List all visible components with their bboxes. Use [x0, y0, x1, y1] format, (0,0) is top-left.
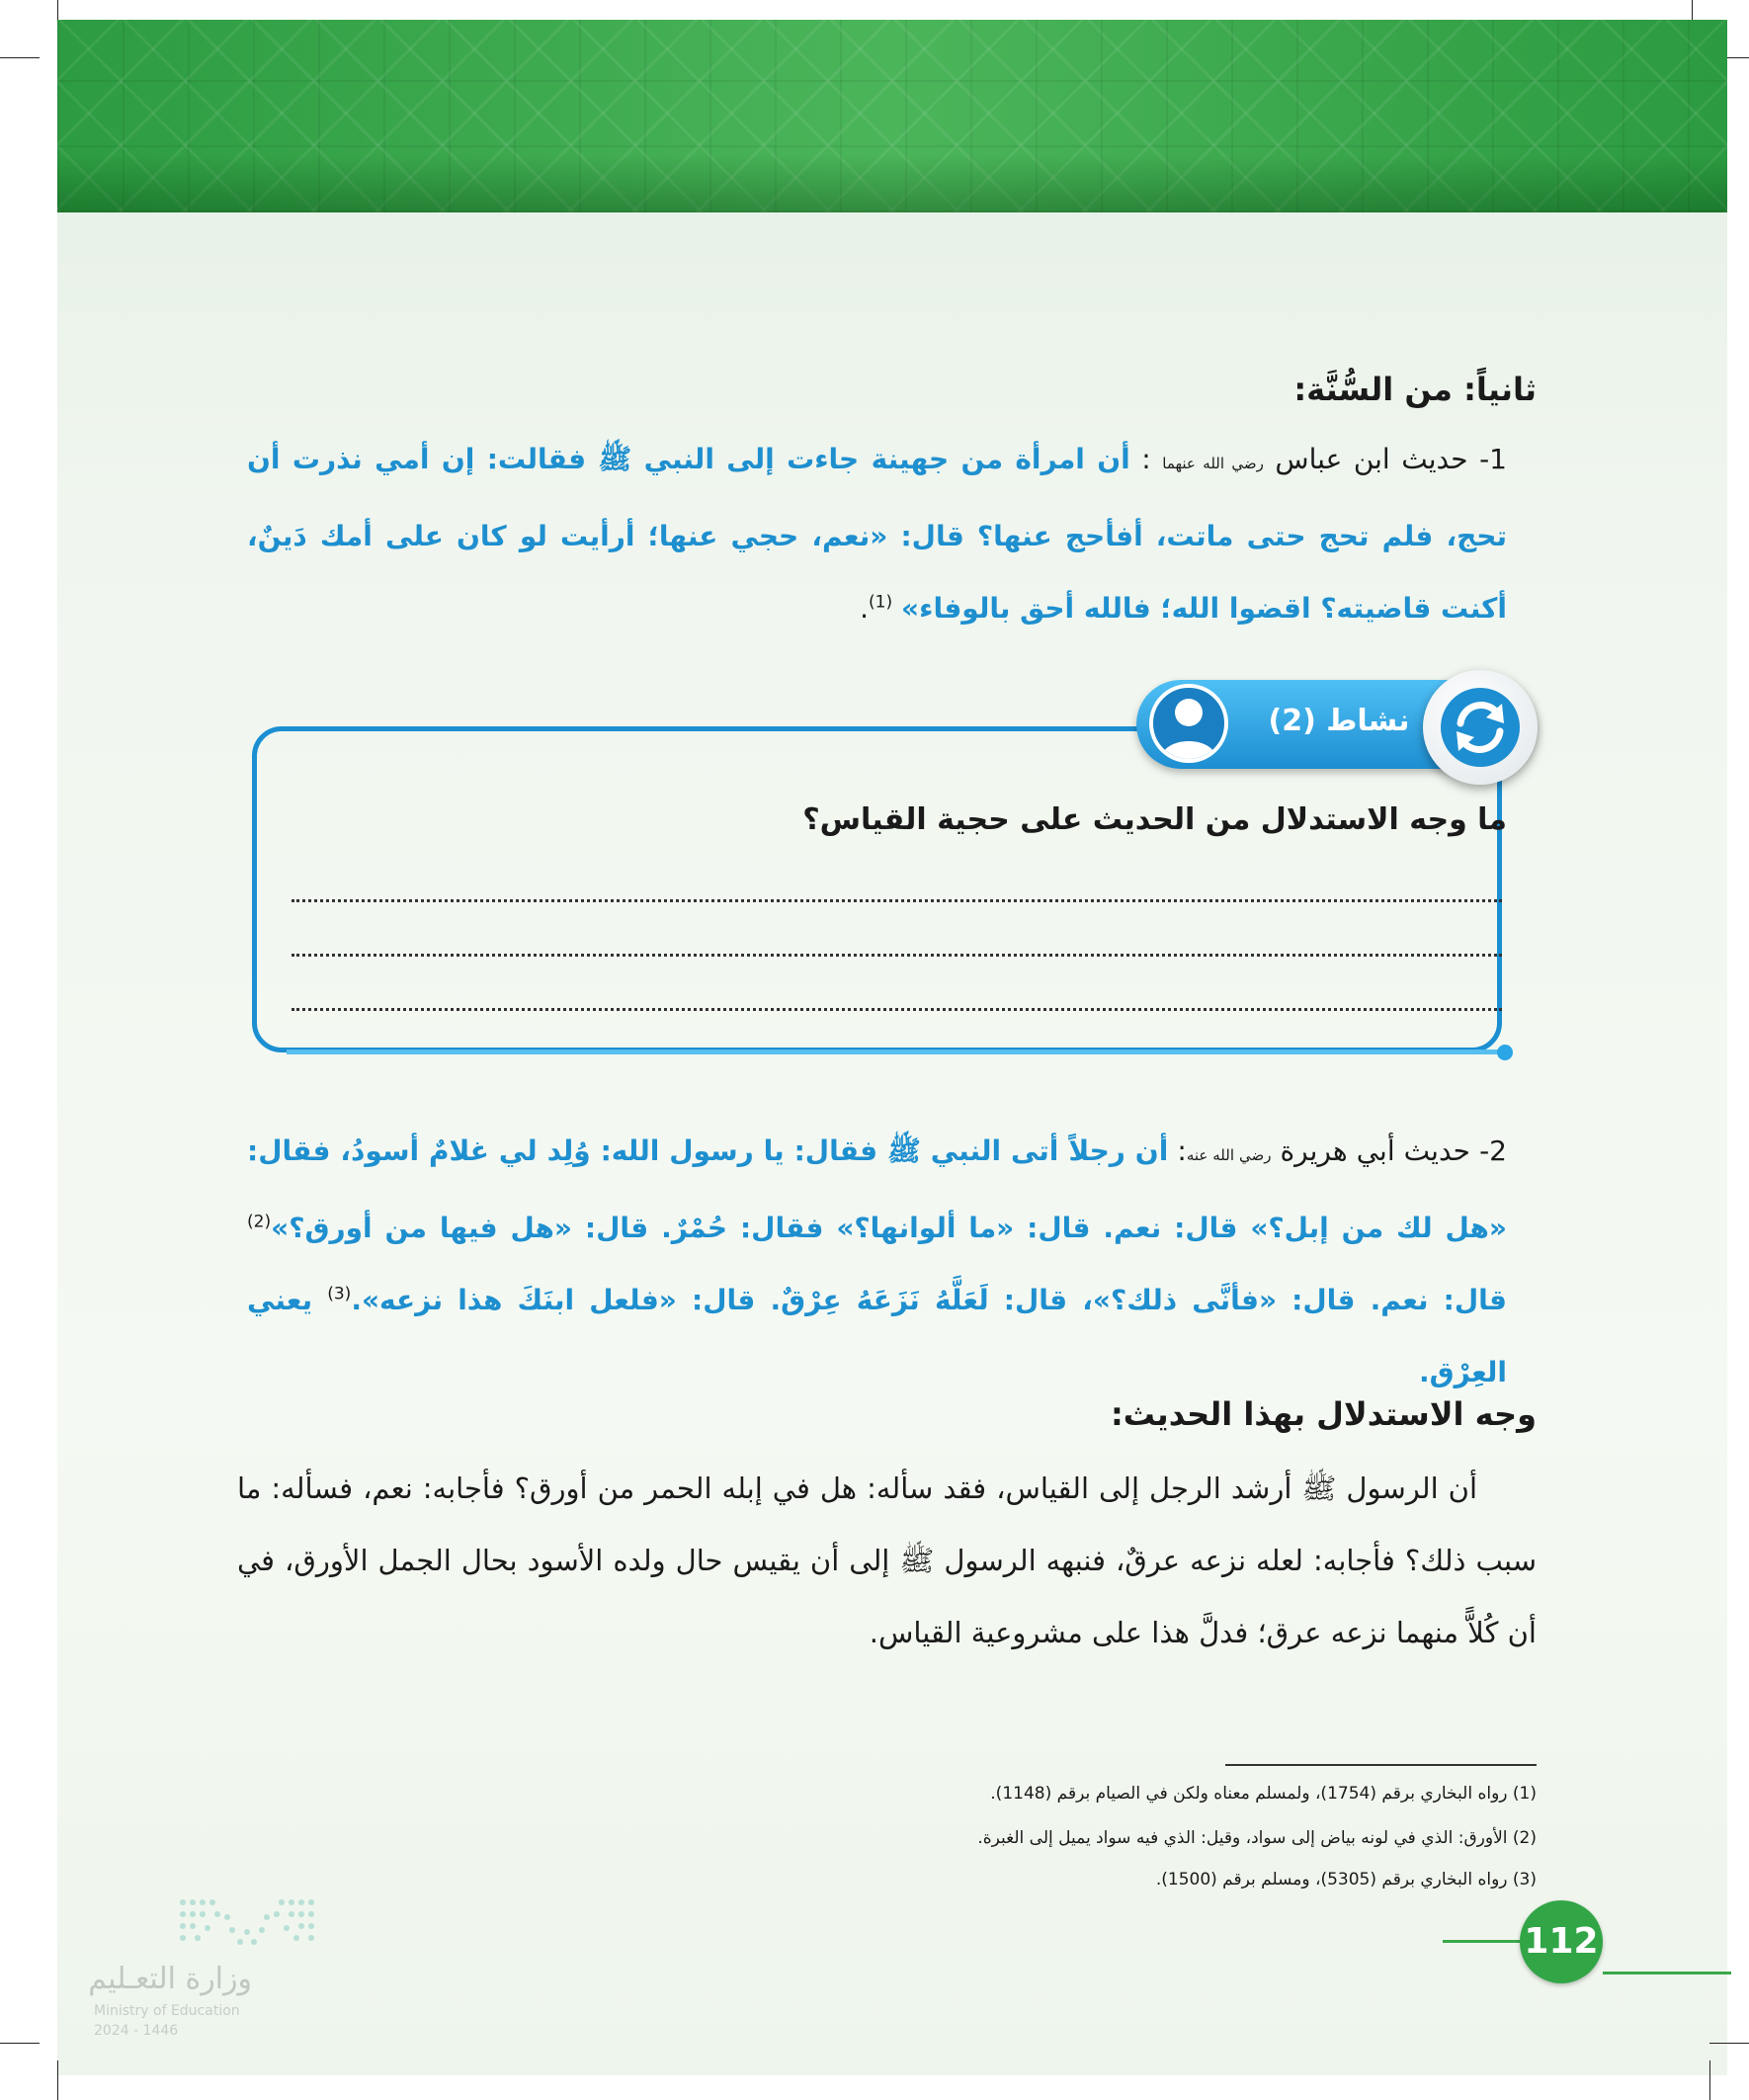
- footnote-1: (1) رواه البخاري برقم (1754)، ولمسلم معناه ولكن في الصيام برقم (1148).: [990, 1784, 1537, 1804]
- hadith-1-paragraph: 1- حديث ابن عباس رضي الله عنهما : أن امرأة من جهينة جاءت إلى النبي ﷺ فقالت: إن أمي نذرت أن تحج، فلم تحج حتى ماتت، أفأحج عنها؟ قال: «نعم، حجي عنها؛ أرأيت لو كان على أمك دَينٌ، أكنت قاضيته؟ اقضوا الله؛ فالله أحق بالوفاء» $^{(1)}$.: [247, 443, 1507, 625]
- hadith-2-paragraph: 2- حديث أبي هريرة رضي الله عنه: أن رجلاً أتى النبي ﷺ فقال: يا رسول الله: وُلِد لي غلامٌ أسودُ، فقال: «هل لك من إبل؟» قال: نعم. قال: «ما ألوانها؟» فقال: حُمْرٌ. قال: «هل فيها من أورق؟»$^{(2)}$ قال: نعم. قال: «فأنَّى ذلك؟»، قال: لَعَلَّهُ نَزَعَهُ عِرْقٌ. قال: «فلعل ابنَكَ هذا نزعه».$^{(3)}$ يعني العِرْق.: [247, 1134, 1508, 1388]
- crop-mark: [57, 2060, 58, 2100]
- hadith-2-text-1: أن رجلاً أتى النبي ﷺ فقال: يا رسول الله: وُلِد لي غلامٌ أسودُ، فقال: «هل لك من إبل؟» قال: نعم. قال: «ما ألوانها؟» فقال: حُمْرٌ. قال: «هل فيها من أورق؟»: [247, 1134, 1507, 1244]
- hadith-1-number: 1-: [1479, 443, 1507, 475]
- edition-year: 2024 - 1446: [94, 2023, 179, 2039]
- footnote-ref-2: (2): [247, 1212, 272, 1232]
- answer-line-3[interactable]: [292, 1008, 1502, 1011]
- activity-box: [252, 726, 1502, 1052]
- honorific-1: رضي الله عنهما: [1162, 455, 1264, 472]
- logo-dots-icon: [173, 1892, 321, 1952]
- footnote-rule: [1225, 1764, 1537, 1766]
- activity-bottom-line: [287, 1050, 1507, 1054]
- crop-mark: [1709, 2060, 1710, 2100]
- hadith-2-intro: حديث أبي هريرة: [1271, 1134, 1470, 1167]
- user-icon: [1149, 684, 1228, 763]
- hadith-1-intro: حديث ابن عباس: [1263, 443, 1468, 475]
- inference-heading: وجه الاستدلال بهذا الحديث:: [1111, 1395, 1537, 1433]
- activity-question: ما وجه الاستدلال من الحديث على حجية القياس؟: [802, 802, 1507, 837]
- footnote-ref-3: (3): [327, 1284, 352, 1304]
- hadith-2-text-2: قال: نعم. قال: «فأنَّى ذلك؟»، قال: لَعَلَّهُ نَزَعَهُ عِرْقٌ. قال: «فلعل ابنَكَ هذا نزعه».: [351, 1284, 1508, 1316]
- hadith-1-text: أن امرأة من جهينة جاءت إلى النبي ﷺ فقالت: إن أمي نذرت أن تحج، فلم تحج حتى ماتت، أفأحج عنها؟ قال: «نعم، حجي عنها؛ أرأيت لو كان على أمك دَينٌ، أكنت قاضيته؟ اقضوا الله؛ فالله أحق بالوفاء»: [247, 443, 1507, 625]
- page-number: 112: [1520, 1900, 1603, 1983]
- honorific-2: رضي الله عنه: [1186, 1146, 1272, 1164]
- answer-line-1[interactable]: [292, 899, 1502, 902]
- page-number-line: [1603, 1972, 1731, 1974]
- footnote-ref-1: (1): [869, 592, 893, 613]
- refresh-icon: [1423, 670, 1538, 785]
- inference-paragraph: أن الرسول ﷺ أرشد الرجل إلى القياس، فقد سأله: هل في إبله الحمر من أورق؟ فأجابه: نعم، فسأله: ما سبب ذلك؟ فأجابه: لعله نزعه عرقٌ، فنبهه الرسول ﷺ إلى أن يقيس حال ولده الأسود بحال الجمل الأورق، في أن كُلاًّ منهما نزعه عرق؛ فدلَّ هذا على مشروعية القياس.: [237, 1471, 1537, 1649]
- hadith-2-number: 2-: [1479, 1134, 1507, 1167]
- crop-mark: [1709, 2043, 1749, 2044]
- ministry-name-english: Ministry of Education: [94, 2003, 240, 2019]
- ministry-logo: [88, 1892, 331, 2041]
- footnote-2: (2) الأورق: الذي في لونه بياض إلى سواد، وقيل: الذي فيه سواد يميل إلى الغبرة.: [977, 1828, 1537, 1848]
- activity-dot: [1497, 1045, 1513, 1060]
- crop-mark: [0, 2043, 40, 2044]
- answer-line-2[interactable]: [292, 954, 1502, 957]
- crop-mark: [0, 57, 40, 58]
- section-heading: ثانياً: من السُّنَّة:: [1293, 371, 1537, 408]
- hadith-1-end: .: [860, 592, 870, 625]
- hadith-2-text-3: يعني العِرْق.: [247, 1284, 1507, 1388]
- page-number-line: [1443, 1940, 1520, 1943]
- decorative-header-band: [57, 20, 1727, 212]
- activity-title: نشاط (2): [1268, 704, 1410, 738]
- footnote-3: (3) رواه البخاري برقم (5305)، ومسلم برقم (1500).: [1155, 1870, 1537, 1890]
- ministry-name-arabic: وزارة التعـليم: [88, 1962, 252, 1996]
